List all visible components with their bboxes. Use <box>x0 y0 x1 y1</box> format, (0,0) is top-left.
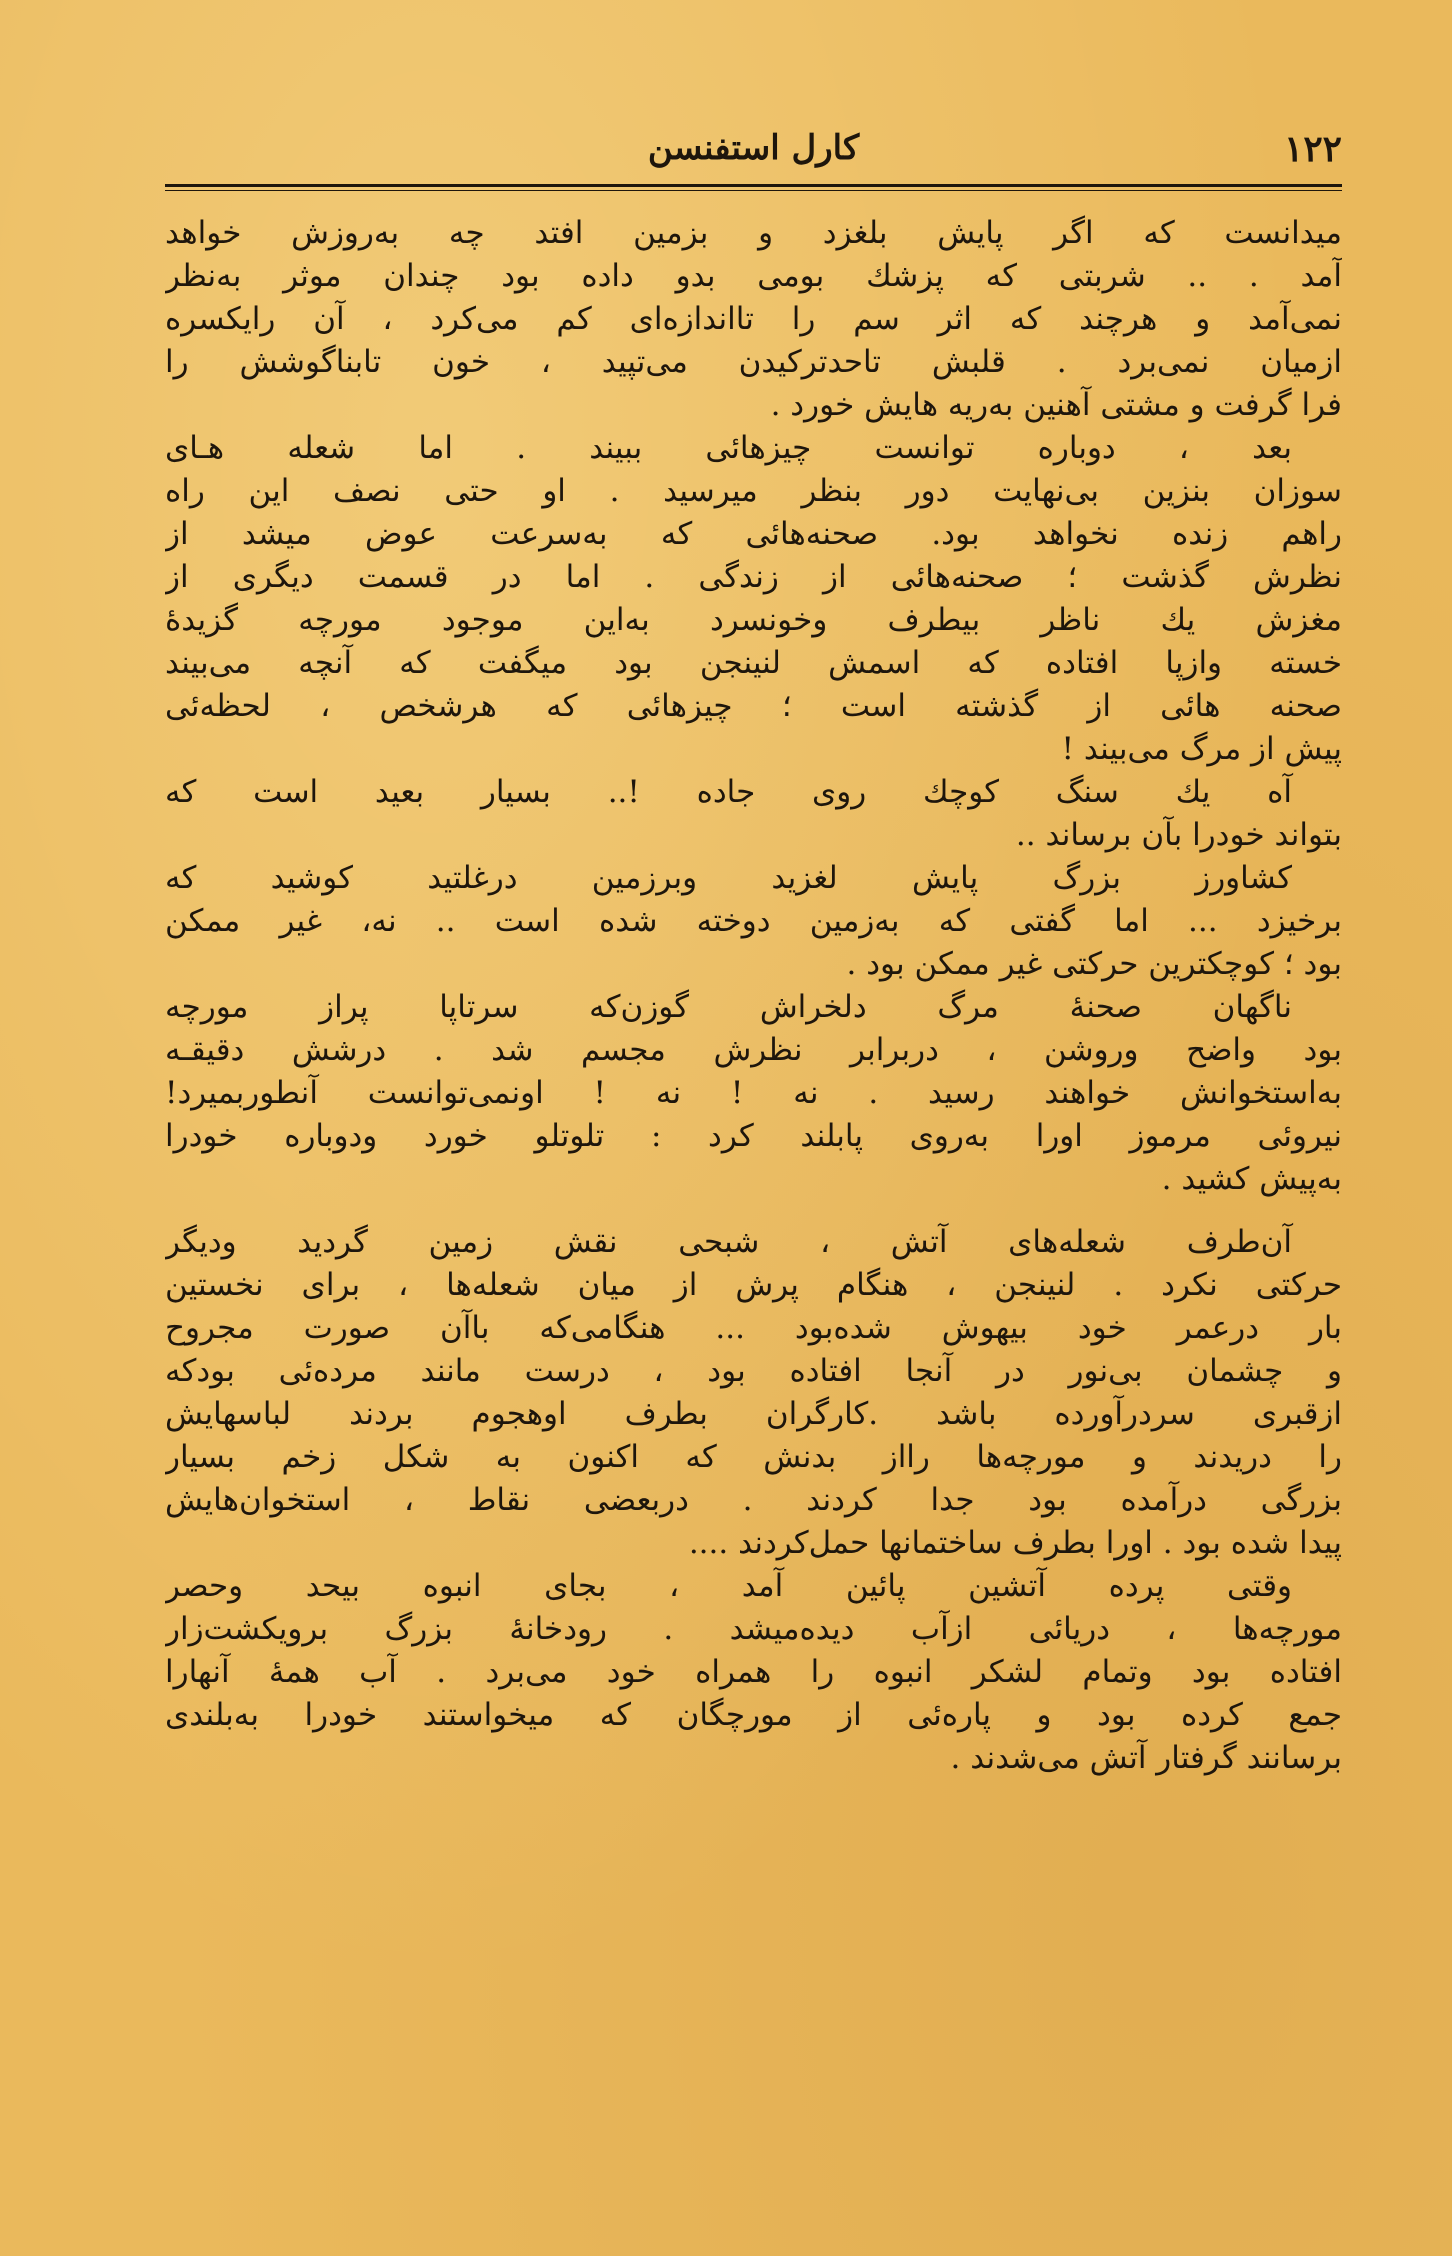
text-line: مورچه‌ها ، دریائی ازآب دیده‌میشد . رودخانهٔ بزرگ برویکشت‌زار <box>165 1611 1342 1647</box>
text-line: نمی‌آمد و هرچند که اثر سم را تااندازه‌ای کم می‌کرد ، آن رایکسره <box>165 301 1342 337</box>
text-line: آمد . .. شربتی که پزشك بومی بدو داده بود چندان موثر به‌نظر <box>165 258 1342 294</box>
paragraph <box>165 212 1342 427</box>
text-line: سوزان بنزین بی‌نهایت دور بنظر میرسید . او حتی نصف این راه <box>165 473 1342 509</box>
paragraph-gap <box>165 1201 1342 1221</box>
text-line: پیدا شده بود . اورا بطرف ساختمانها حمل‌کردند .... <box>688 1525 1342 1561</box>
text-line: را دریدند و مورچه‌ها رااز بدنش که اکنون به شکل زخم بسیار <box>165 1439 1342 1475</box>
paragraph <box>165 1221 1342 1565</box>
text-line: ازقبری سردرآورده باشد .کارگران بطرف اوهجوم بردند لباسهایش <box>165 1396 1342 1432</box>
text-line: افتاده بود وتمام لشکر انبوه را همراه خود می‌برد . آب همهٔ آنهارا <box>165 1654 1342 1690</box>
paragraph <box>165 857 1342 986</box>
text-line: به‌استخوانش خواهند رسید . نه ! نه ! اونمی‌توانست آنطوربمیرد! <box>165 1075 1342 1111</box>
text-line: میدانست که اگر پایش بلغزد و بزمین افتد چه به‌روزش خواهد <box>165 215 1342 251</box>
text-line: آه یك سنگ کوچك روی جاده !.. بسیار بعید است که <box>165 774 1292 810</box>
text-line: صحنه هائی از گذشته است ؛ چیزهائی که هرشخص ، لحظه‌ئی <box>165 688 1342 724</box>
text-line: و چشمان بی‌نور در آنجا افتاده بود ، درست مانند مرده‌ئی بودکه <box>165 1353 1342 1389</box>
text-line: جمع کرده بود و پاره‌ئی از مورچگان که میخواستند خودرا به‌بلندی <box>165 1697 1342 1733</box>
text-line: آن‌طرف شعله‌های آتش ، شبحی نقش زمین گردید ودیگر <box>165 1224 1292 1260</box>
text-line: راهم زنده نخواهد بود. صحنه‌هائی که به‌سرعت عوض میشد از <box>165 516 1342 552</box>
text-line: بعد ، دوباره توانست چیزهائی ببیند . اما شعله هـای <box>165 430 1292 466</box>
text-line: بود واضح وروشن ، دربرابر نظرش مجسم شد . درشش دقیقـه <box>165 1032 1342 1068</box>
paragraph <box>165 771 1342 857</box>
text-line: بزرگی درآمده بود جدا کردند . دربعضی نقاط ، استخوان‌هایش <box>165 1482 1342 1518</box>
text-line: پیش از مرگ می‌بیند ! <box>1061 731 1342 767</box>
paragraph <box>165 986 1342 1201</box>
text-line: بتواند خودرا بآن برساند .. <box>1015 817 1342 853</box>
text-line: حرکتی نکرد . لنینجن ، هنگام پرش از میان شعله‌ها ، برای نخستین <box>165 1267 1342 1303</box>
text-line: فرا گرفت و مشتی آهنین به‌ریه هایش خورد . <box>770 387 1342 423</box>
header-rule <box>165 184 1342 191</box>
text-line: بود ؛ کوچکترین حرکتی غیر ممکن بود . <box>846 946 1342 982</box>
text-line: ازمیان نمی‌برد . قلبش تاحدترکیدن می‌تپید ، خون تابناگوشش را <box>165 344 1342 380</box>
page-number: ۱۲۲ <box>1283 128 1342 170</box>
text-line: بار درعمر خود بیهوش شده‌بود ... هنگامی‌که باآن صورت مجروح <box>165 1310 1342 1346</box>
running-title: کارل استفنسن <box>647 128 860 168</box>
text-line: برخیزد ... اما گفتی که به‌زمین دوخته شده است .. نه، غیر ممکن <box>165 903 1342 939</box>
body-text <box>165 212 1342 1780</box>
text-line: ناگهان صحنهٔ مرگ دلخراش گوزن‌که سرتاپا پراز مورچه <box>165 989 1292 1025</box>
paragraph <box>165 1565 1342 1780</box>
text-line: نظرش گذشت ؛ صحنه‌هائی از زندگی . اما در قسمت دیگری از <box>165 559 1342 595</box>
paragraph <box>165 427 1342 771</box>
page-header <box>165 118 1342 180</box>
text-line: برسانند گرفتار آتش می‌شدند . <box>950 1740 1342 1776</box>
text-line: نیروئی مرموز اورا به‌روی پابلند کرد : تلوتلو خورد ودوباره خودرا <box>165 1118 1342 1154</box>
text-line: مغزش یك ناظر بیطرف وخونسرد به‌این موجود مورچه گزیدهٔ <box>165 602 1342 638</box>
text-line: به‌پیش کشید . <box>1161 1161 1342 1197</box>
text-line: وقتی پرده آتشین پائین آمد ، بجای انبوه بیحد وحصر <box>165 1568 1292 1604</box>
text-line: کشاورز بزرگ پایش لغزید وبرزمین درغلتید کوشید که <box>165 860 1292 896</box>
text-line: خسته وازپا افتاده که اسمش لنینجن بود میگفت که آنچه می‌بیند <box>165 645 1342 681</box>
